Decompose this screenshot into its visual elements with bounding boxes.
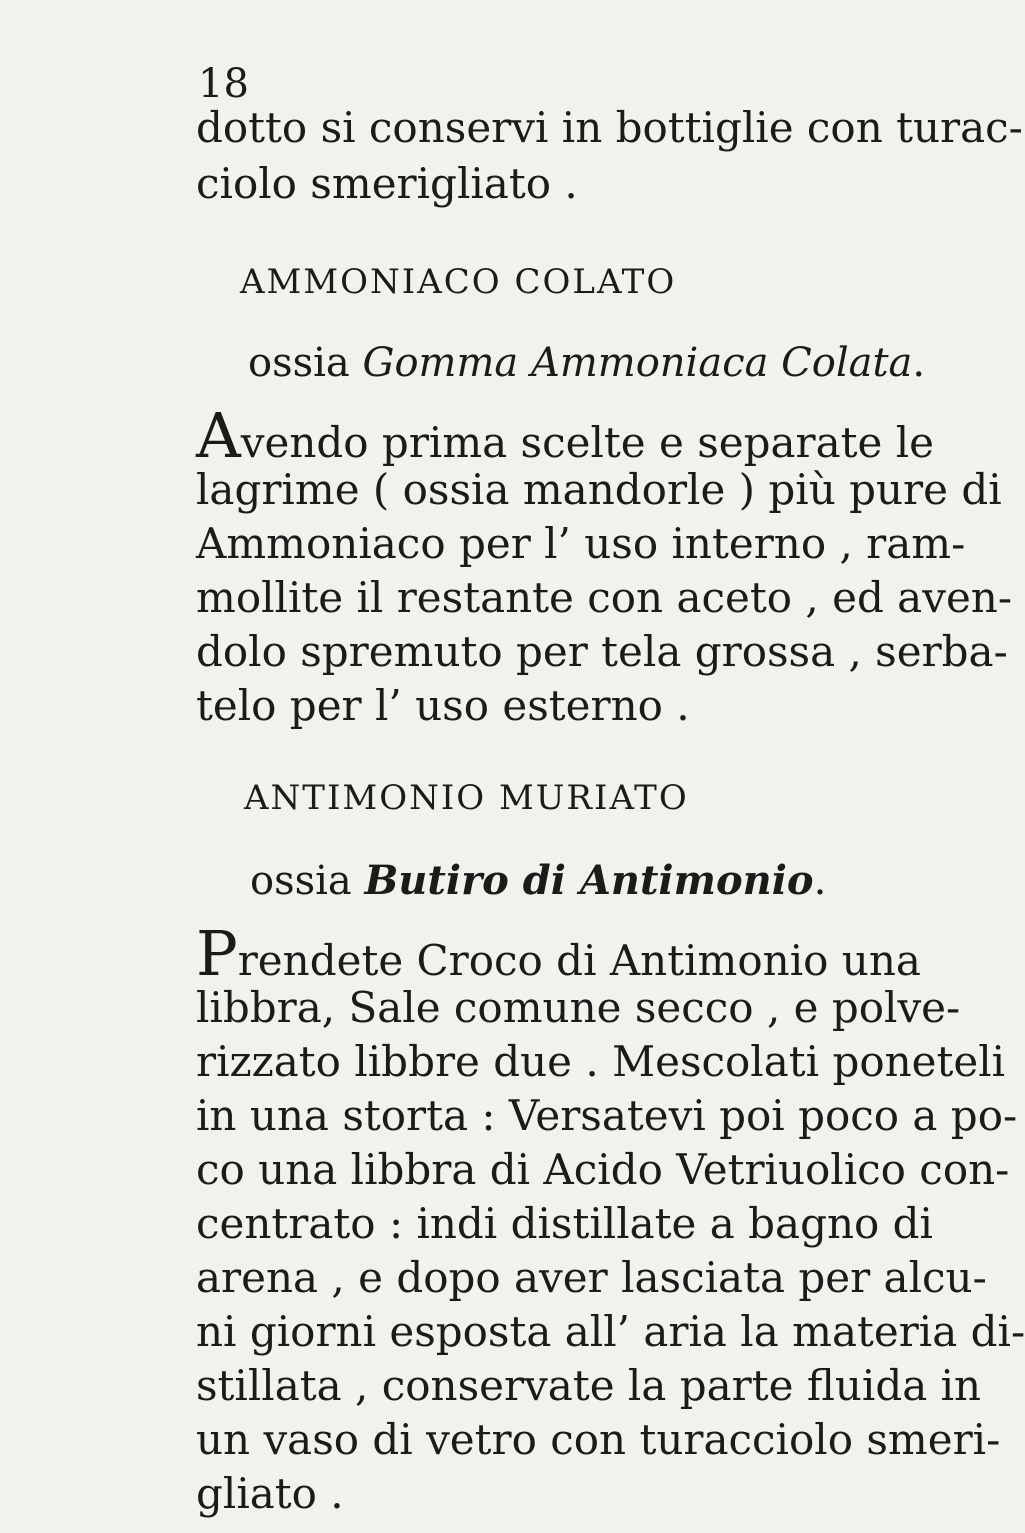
first-line-rest: vendo prima scelte e separate le (240, 418, 935, 467)
paragraph-antimonio-line-7: arena , e dopo aver lasciata per alcu- (196, 1253, 987, 1302)
paragraph-antimonio-line-5: co una libbra di Acido Vetriuolico con- (196, 1145, 1010, 1194)
section-subtitle-antimonio (250, 856, 826, 906)
paragraph-antimonio-line-2: libbra, Sale comune secco , e polve- (196, 983, 961, 1032)
paragraph-antimonio-line-11: gliato . (196, 1469, 344, 1518)
subtitle-italic: Butiro di Antimonio (364, 857, 814, 904)
paragraph-antimonio-line-3: rizzato libbre due . Mescolati poneteli (196, 1037, 1006, 1086)
subtitle-prefix: ossia (248, 340, 350, 386)
intro-line-1: dotto si conservi in bottiglie con turac- (196, 103, 1023, 152)
dropcap-p: P (196, 917, 238, 990)
paragraph-ammoniaco-line-5: dolo spremuto per tela grossa , serba- (196, 627, 1008, 676)
intro-line-2: ciolo smerigliato . (196, 159, 578, 208)
dropcap-a: A (196, 399, 241, 472)
paragraph-ammoniaco-line-4: mollite il restante con aceto , ed aven- (196, 573, 1013, 622)
page-number: 18 (198, 61, 249, 107)
paragraph-antimonio-line-10: un vaso di vetro con turacciolo smeri- (196, 1415, 1001, 1464)
section-subtitle-ammoniaco (248, 338, 925, 388)
subtitle-italic: Gomma Ammoniaca Colata (362, 340, 913, 386)
section-heading-ammoniaco: AMMONIACO COLATO (240, 262, 677, 302)
subtitle-suffix: . (813, 858, 827, 904)
subtitle-suffix: . (912, 340, 926, 386)
section-heading-antimonio: ANTIMONIO MURIATO (244, 778, 689, 818)
paragraph-antimonio-line-1 (196, 917, 921, 990)
paragraph-antimonio-line-4: in una storta : Versatevi poi poco a po- (196, 1091, 1018, 1140)
subtitle-prefix: ossia (250, 858, 352, 904)
first-line-rest: rendete Croco di Antimonio una (237, 936, 921, 985)
paragraph-ammoniaco-line-1 (196, 399, 935, 472)
paragraph-antimonio-line-8: ni giorni esposta all’ aria la materia di- (196, 1307, 1025, 1356)
paragraph-ammoniaco-line-2: lagrime ( ossia mandorle ) più pure di (196, 465, 1002, 514)
paragraph-ammoniaco-line-6: telo per l’ uso esterno . (196, 681, 690, 730)
paragraph-antimonio-line-6: centrato : indi distillate a bagno di (196, 1199, 933, 1248)
paragraph-antimonio-line-9: stillata , conservate la parte fluida in (196, 1361, 982, 1410)
paragraph-ammoniaco-line-3: Ammoniaco per l’ uso interno , ram- (196, 519, 966, 568)
